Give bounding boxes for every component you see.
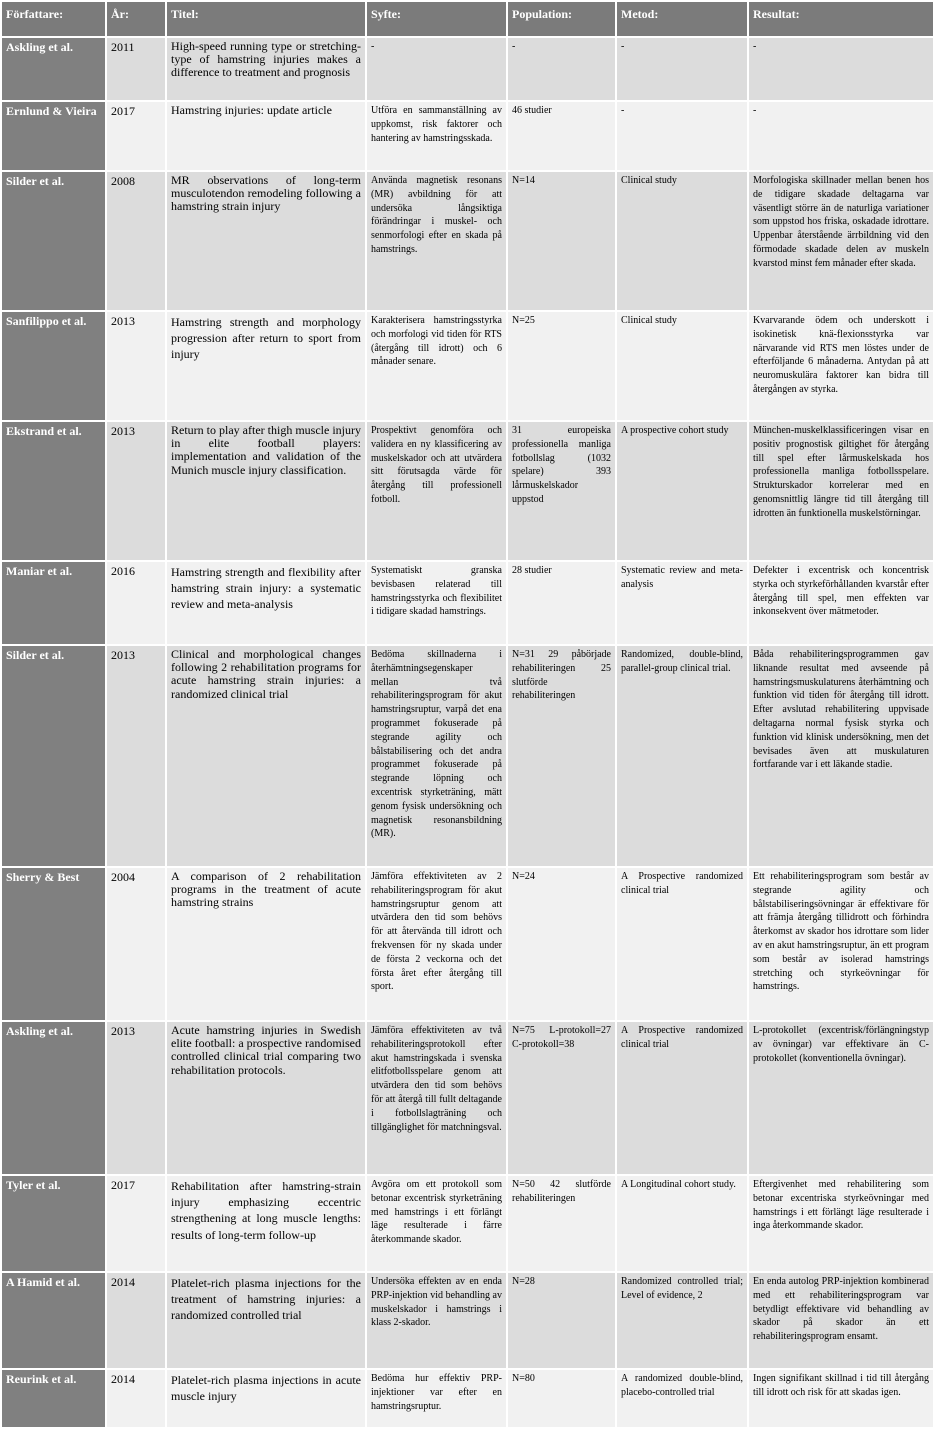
cell-population: N=31 29 påbörjade rehabiliteringen 25 slutförde rehabiliteringen (507, 645, 616, 867)
cell-year: 2004 (106, 867, 166, 1021)
header-population: Population: (507, 1, 616, 37)
cell-method: A Longitudinal cohort study. (616, 1175, 748, 1272)
cell-year: 2014 (106, 1272, 166, 1369)
cell-title: Hamstring injuries: update article (166, 101, 366, 171)
cell-year: 2017 (106, 1175, 166, 1272)
cell-method: Randomized controlled trial; Level of evidence, 2 (616, 1272, 748, 1369)
cell-result: Kvarvarande ödem och underskott i isokinetisk knä-flexionsstyrka var närvarande vid RTS men löstes under de efterföljande 6 månaderna. Antydan på att neuromuskulära faktorer kan bidra till återgången av styrka. (748, 311, 933, 421)
cell-author: A Hamid et al. (1, 1272, 106, 1369)
header-row (1, 1, 933, 37)
cell-aim: Använda magnetisk resonans (MR) avbildning för att undersöka långsiktiga förändringar i muskel- och senmorfologi efter en skada på hamstrings. (366, 171, 507, 311)
cell-author: Silder et al. (1, 645, 106, 867)
cell-method: - (616, 101, 748, 171)
cell-population: N=24 (507, 867, 616, 1021)
cell-title: Rehabilitation after hamstring-strain injury emphasizing eccentric strengthening at long muscle lengths: results of long-term follow-up (166, 1175, 366, 1272)
cell-title: Clinical and morphological changes following 2 rehabilitation programs for acute hamstring strain injuries: a randomized clinical trial (166, 645, 366, 867)
cell-author: Tyler et al. (1, 1175, 106, 1272)
cell-method: - (616, 37, 748, 101)
cell-population: - (507, 37, 616, 101)
cell-author: Askling et al. (1, 1021, 106, 1175)
cell-aim: Bedöma hur effektiv PRP-injektioner var efter en hamstringsruptur. (366, 1369, 507, 1428)
cell-title: MR observations of long-term musculotendon remodeling following a hamstring strain injury (166, 171, 366, 311)
cell-aim: Jämföra effektiviteten av 2 rehabiliteringsprogram för akut hamstringsruptur genom att utvärdera den tid som behövs för att återvända till idrott och frekvensen för ny skada under de första 2 veckorna och det första året efter återgång till sport. (366, 867, 507, 1021)
cell-title: Platelet-rich plasma injections for the treatment of hamstring injuries: a randomized controlled trial (166, 1272, 366, 1369)
table-row (1, 867, 933, 1021)
cell-aim: Utföra en sammanställning av uppkomst, risk faktorer och hantering av hamstringsskada. (366, 101, 507, 171)
cell-title: Hamstring strength and flexibility after hamstring strain injury: a systematic review and meta-analysis (166, 561, 366, 645)
cell-year: 2013 (106, 421, 166, 561)
cell-title: Hamstring strength and morphology progression after return to sport from injury (166, 311, 366, 421)
cell-title: A comparison of 2 rehabilitation programs in the treatment of acute hamstring strains (166, 867, 366, 1021)
table-row (1, 1369, 933, 1428)
cell-result: München-muskelklassificeringen visar en positiv prognostisk giltighet för återgång till spel efter lårmuskelskada hos professionella manliga fotbollsspelare. Strukturskador korrelerar med en genomsnittlig längre tid till återgång till idrotten än funktionella muskelstörningar. (748, 421, 933, 561)
cell-author: Silder et al. (1, 171, 106, 311)
cell-year: 2016 (106, 561, 166, 645)
cell-author: Sanfilippo et al. (1, 311, 106, 421)
cell-result: Morfologiska skillnader mellan benen hos de tidigare skadade deltagarna var väsentligt större än de naturliga variationer som uppstod hos friska, oskadade idrottare. Uppenbar återstående ärrbildning vid den förmodade skadade delen av muskeln kvarstod minst fem månader efter skada. (748, 171, 933, 311)
cell-method: A prospective cohort study (616, 421, 748, 561)
cell-method: A Prospective randomized clinical trial (616, 867, 748, 1021)
cell-aim: - (366, 37, 507, 101)
cell-result: En enda autolog PRP-injektion kombinerad med ett rehabiliteringsprogram var betydligt effektivare vid behandling av skador på skador än ett rehabiliteringsprogram ensamt. (748, 1272, 933, 1369)
cell-result: - (748, 101, 933, 171)
cell-result: Ett rehabiliteringsprogram som består av stegrande agility och bålstabiliseringsövningar är effektivare för att främja återgång tillidrott och förhindra återkomst av skador hos idrottare som lider av en akut hamstringsruptur, än ett program som består av isolerad hamstrings stretching och styrkeövningar för hamstrings. (748, 867, 933, 1021)
cell-year: 2013 (106, 1021, 166, 1175)
cell-population: N=28 (507, 1272, 616, 1369)
cell-method: A randomized double-blind, placebo-controlled trial (616, 1369, 748, 1428)
table-row (1, 1272, 933, 1369)
cell-method: Systematic review and meta-analysis (616, 561, 748, 645)
table-row (1, 311, 933, 421)
cell-result: Eftergivenhet med rehabilitering som betonar excentriska styrkeövningar med hamstrings i ett förlängt läge resulterade i inga återkommande skador. (748, 1175, 933, 1272)
table-row (1, 421, 933, 561)
header-method: Metod: (616, 1, 748, 37)
cell-title: High-speed running type or stretching-type of hamstring injuries makes a difference to treatment and prognosis (166, 37, 366, 101)
cell-population: 28 studier (507, 561, 616, 645)
table-row (1, 171, 933, 311)
cell-title: Platelet-rich plasma injections in acute muscle injury (166, 1369, 366, 1428)
cell-title: Return to play after thigh muscle injury in elite football players: implementation and validation of the Munich muscle injury classification. (166, 421, 366, 561)
cell-author: Askling et al. (1, 37, 106, 101)
cell-year: 2011 (106, 37, 166, 101)
cell-year: 2013 (106, 311, 166, 421)
header-aim: Syfte: (366, 1, 507, 37)
cell-year: 2014 (106, 1369, 166, 1428)
table-row (1, 561, 933, 645)
table-row (1, 101, 933, 171)
table-row (1, 1175, 933, 1272)
cell-aim: Systematiskt granska bevisbasen relaterad till hamstringsstyrka och flexibilitet i tidigare skadad hamstrings. (366, 561, 507, 645)
header-title: Titel: (166, 1, 366, 37)
cell-population: N=25 (507, 311, 616, 421)
header-result: Resultat: (748, 1, 933, 37)
cell-year: 2017 (106, 101, 166, 171)
cell-author: Ekstrand et al. (1, 421, 106, 561)
table-row (1, 1021, 933, 1175)
table-row (1, 37, 933, 101)
cell-aim: Jämföra effektiviteten av två rehabiliteringsprotokoll efter akut hamstringskada i svenska elitfotbollsspelare genom att utvärdera den tid som behövs för att återgå till fullt deltagande i fotbollslagträning och tillgänglighet för matchningsval. (366, 1021, 507, 1175)
cell-population: N=80 (507, 1369, 616, 1428)
cell-aim: Avgöra om ett protokoll som betonar excentrisk styrketräning med hamstrings i ett förlängt läge resulterade i färre återkommande skador. (366, 1175, 507, 1272)
cell-population: N=75 L-protokoll=27 C-protokoll=38 (507, 1021, 616, 1175)
cell-aim: Prospektivt genomföra och validera en ny klassificering av muskelskador och att utvärdera sitt förutsagda värde för återgång till professionell fotboll. (366, 421, 507, 561)
cell-author: Reurink et al. (1, 1369, 106, 1428)
cell-aim: Undersöka effekten av en enda PRP-injektion vid behandling av muskelskador i hamstrings i klass 2-skador. (366, 1272, 507, 1369)
cell-result: Båda rehabiliteringsprogrammen gav liknande resultat med avseende på hamstringsmuskulaturens återhämtning och funktion vid tiden för återgång till idrott. Efter avslutad rehabilitering uppvisade deltagarna normal fysisk styrka och funktion vid klinisk undersökning, men det bevisades även att muskulaturen fortfarande var i ett läkande stadie. (748, 645, 933, 867)
cell-population: N=14 (507, 171, 616, 311)
cell-population: 46 studier (507, 101, 616, 171)
cell-year: 2008 (106, 171, 166, 311)
cell-result: Defekter i excentrisk och koncentrisk styrka och styrkeförhållanden kvarstår efter återgång till spel, men effekten var inkonsekvent över mätmetoder. (748, 561, 933, 645)
cell-population: 31 europeiska professionella manliga fotbollslag (1032 spelare) 393 lårmuskelskador uppstod (507, 421, 616, 561)
header-author: Författare: (1, 1, 106, 37)
cell-author: Maniar et al. (1, 561, 106, 645)
cell-result: - (748, 37, 933, 101)
cell-population: N=50 42 slutförde rehabiliteringen (507, 1175, 616, 1272)
cell-author: Ernlund & Vieira (1, 101, 106, 171)
table-row (1, 645, 933, 867)
cell-result: Ingen signifikant skillnad i tid till återgång till idrott och risk för att skadas igen. (748, 1369, 933, 1428)
cell-author: Sherry & Best (1, 867, 106, 1021)
cell-year: 2013 (106, 645, 166, 867)
cell-result: L-protokollet (excentrisk/förlängningstyp av övningar) var effektivare än C-protokollet (konventionella övningar). (748, 1021, 933, 1175)
cell-method: Clinical study (616, 171, 748, 311)
cell-aim: Bedöma skillnaderna i återhämtningsegenskaper mellan två rehabiliteringsprogram för akut hamstringsruptur, varpå det ena programmet fokuserade på stegrande agility och bålstabilisering och det andra programmet fokuserade på stegrande löpning och excentrisk styrketräning, mätt genom fysisk undersökning och magnetisk resonansbildning (MR). (366, 645, 507, 867)
cell-title: Acute hamstring injuries in Swedish elite football: a prospective randomised controlled clinical trial comparing two rehabilitation protocols. (166, 1021, 366, 1175)
cell-aim: Karakterisera hamstringsstyrka och morfologi vid tiden för RTS (återgång till idrott) och 6 månader senare. (366, 311, 507, 421)
cell-method: Randomized, double-blind, parallel-group clinical trial. (616, 645, 748, 867)
cell-method: Clinical study (616, 311, 748, 421)
header-year: År: (106, 1, 166, 37)
cell-method: A Prospective randomized clinical trial (616, 1021, 748, 1175)
